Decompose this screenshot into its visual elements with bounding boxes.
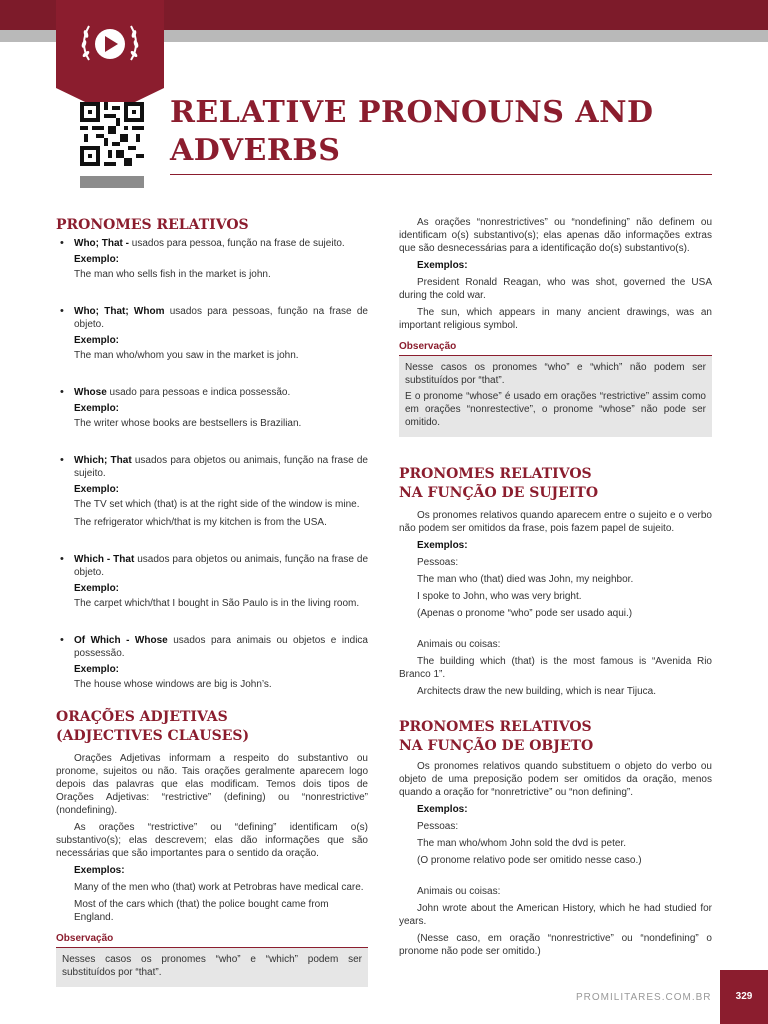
example-text: The man who (that) died was John, my neighbor. — [417, 574, 634, 585]
left-column — [56, 216, 368, 991]
bullet-item — [56, 454, 368, 480]
example-text: The man who sells fish in the market is john. — [74, 269, 271, 280]
bullet-item — [56, 553, 368, 579]
paragraph: Orações Adjetivas informam a respeito do substantivo ou pronome, sujeitos ou não. Tais orações geralmente aparecem logo depois das palavras que elas modificam. Temos dois tipos de Orações Adjetivas: “restrictive” (defining) ou “nonrestrictive” (nondefining). — [56, 753, 368, 816]
example-text: Many of the men who (that) work at Petrobras have medical care. — [74, 882, 364, 893]
bullet-item — [56, 634, 368, 660]
list-item — [56, 553, 368, 610]
observation-label: Observação — [399, 341, 457, 352]
observation-text: E o pronome “whose” é usado em orações “restrictive” assim como em orações “nonrestective”, o pronome “whose” não pode ser omitido. — [405, 391, 706, 428]
list-item — [56, 305, 368, 362]
example-text: Architects draw the new building, which is near Tijuca. — [417, 686, 657, 697]
example-text: The man who/whom you saw in the market is john. — [74, 350, 299, 361]
observation-text: Nesses casos os pronomes “who” e “which” podem ser substituídos por “that”. — [62, 954, 362, 978]
term-desc: usados para animais ou objetos e indica possessão. — [74, 635, 368, 659]
group-label: Animais ou coisas: — [417, 886, 501, 897]
example-label: Exemplo: — [74, 583, 120, 594]
term: Which - That — [74, 554, 135, 565]
list-item — [56, 386, 368, 430]
list-item — [56, 634, 368, 691]
example-label: Exemplo: — [74, 254, 120, 265]
section-title — [399, 718, 712, 756]
list-item — [56, 454, 368, 529]
observation-label: Observação — [56, 933, 114, 944]
section-title-line1: PRONOMES RELATIVOS — [399, 719, 592, 735]
example-text: The sun, which appears in many ancient drawings, was an important religious symbol. — [399, 307, 712, 331]
example-text: President Ronald Reagan, who was shot, governed the USA during the cold war. — [399, 277, 712, 301]
example-text: John wrote about the American History, which he had studied for years. — [399, 903, 712, 927]
group-label: Pessoas: — [417, 557, 459, 568]
section-title — [399, 465, 712, 503]
example-label: Exemplos: — [417, 540, 468, 551]
term-desc: usado para pessoas e indica possessão. — [106, 387, 291, 398]
example-text: The man who/whom John sold the dvd is peter. — [417, 838, 627, 849]
section-title-line2: NA FUNÇÃO DE SUJEITO — [399, 485, 599, 501]
term-desc: usados para pessoa, função na frase de sujeito. — [128, 238, 345, 249]
example-note: (Nesse caso, em oração “nonrestrictive” ou “nondefining” o pronome não pode ser omitido.) — [399, 933, 712, 957]
title-rule — [170, 174, 712, 175]
example-text: The building which (that) is the most famous is “Avenida Rio Branco 1”. — [399, 656, 712, 680]
section-title-line2: NA FUNÇÃO DE OBJETO — [399, 738, 594, 754]
observation-text: Nesse casos os pronomes “who” e “which” não podem ser substituídos por “that”. — [405, 362, 706, 386]
term: Who; That; Whom — [74, 306, 165, 317]
example-text: The TV set which (that) is at the right side of the window is mine. — [74, 499, 360, 510]
qr-code-icon — [80, 102, 144, 166]
term-desc: usados para objetos ou animais, função na frase de sujeito. — [74, 455, 368, 479]
example-label: Exemplos: — [417, 804, 468, 815]
grey-flag-notch — [80, 188, 144, 198]
bullet-item — [56, 386, 368, 399]
section-title-line1: ORAÇÕES ADJETIVAS — [56, 709, 228, 725]
term: Whose — [74, 387, 107, 398]
list-item — [56, 237, 368, 281]
example-label: Exemplos: — [74, 865, 125, 876]
observation-box — [399, 355, 712, 437]
bullet-item — [56, 305, 368, 331]
group-label: Pessoas: — [417, 821, 459, 832]
example-label: Exemplo: — [74, 403, 120, 414]
section-title-line2: (ADJECTIVES CLAUSES) — [56, 728, 250, 744]
term: Who; That - — [74, 238, 129, 249]
right-column — [399, 216, 712, 962]
example-note: (Apenas o pronome “who” pode ser usado aqui.) — [417, 608, 633, 619]
brand-badge — [56, 0, 164, 88]
page-number: 329 — [735, 991, 753, 1002]
section-title-line1: PRONOMES RELATIVOS — [399, 466, 592, 482]
play-laurel-icon — [73, 12, 147, 78]
example-text: The house whose windows are big is John’s. — [74, 679, 272, 690]
bullet-item — [56, 237, 368, 250]
example-text: The refrigerator which/that is my kitchen is from the USA. — [74, 517, 327, 528]
example-label: Exemplo: — [74, 335, 120, 346]
example-text: Most of the cars which (that) the police bought came from England. — [74, 899, 329, 923]
example-note: (O pronome relativo pode ser omitido nesse caso.) — [417, 855, 642, 866]
paragraph: As orações “nonrestrictives” ou “nondefining” não definem ou identificam o(s) substantivo(s); elas apenas dão informações extras que são desnecessárias para a identificação do(s) substantivo(s). — [399, 217, 712, 254]
example-label: Exemplo: — [74, 664, 120, 675]
observation-box — [56, 947, 368, 987]
section-title — [56, 708, 368, 746]
term-desc: usados para pessoas, função na frase de objeto. — [74, 306, 368, 330]
example-label: Exemplo: — [74, 484, 120, 495]
example-text: I spoke to John, who was very bright. — [417, 591, 582, 602]
example-text: The writer whose books are bestsellers is Brazilian. — [74, 418, 302, 429]
paragraph: Os pronomes relativos quando substituem o objeto do verbo ou objeto de uma preposição podem ser omitidos da oração, menos quando a oração for “nonretrictive” ou “non defining”. — [399, 761, 712, 798]
term: Of Which - Whose — [74, 635, 168, 646]
term: Which; That — [74, 455, 132, 466]
term-desc: usados para objetos ou animais, função na frase de objeto. — [74, 554, 368, 578]
example-text: The carpet which/that I bought in São Paulo is in the living room. — [74, 598, 360, 609]
paragraph: Os pronomes relativos quando aparecem entre o sujeito e o verbo não podem ser omitidos da frase, pois fazem papel de sujeito. — [399, 510, 712, 534]
page-title: RELATIVE PRONOUNS AND ADVERBS — [170, 95, 654, 168]
group-label: Animais ou coisas: — [417, 639, 501, 650]
example-label: Exemplos: — [417, 260, 468, 271]
footer-site: PROMILITARES.COM.BR — [576, 992, 712, 1003]
section-title: PRONOMES RELATIVOS — [56, 217, 249, 233]
paragraph: As orações “restrictive” ou “defining” identificam o(s) substantivo(s); elas descrevem; elas dão informações que são necessárias que são importantes para o sentido da oração. — [56, 822, 368, 859]
